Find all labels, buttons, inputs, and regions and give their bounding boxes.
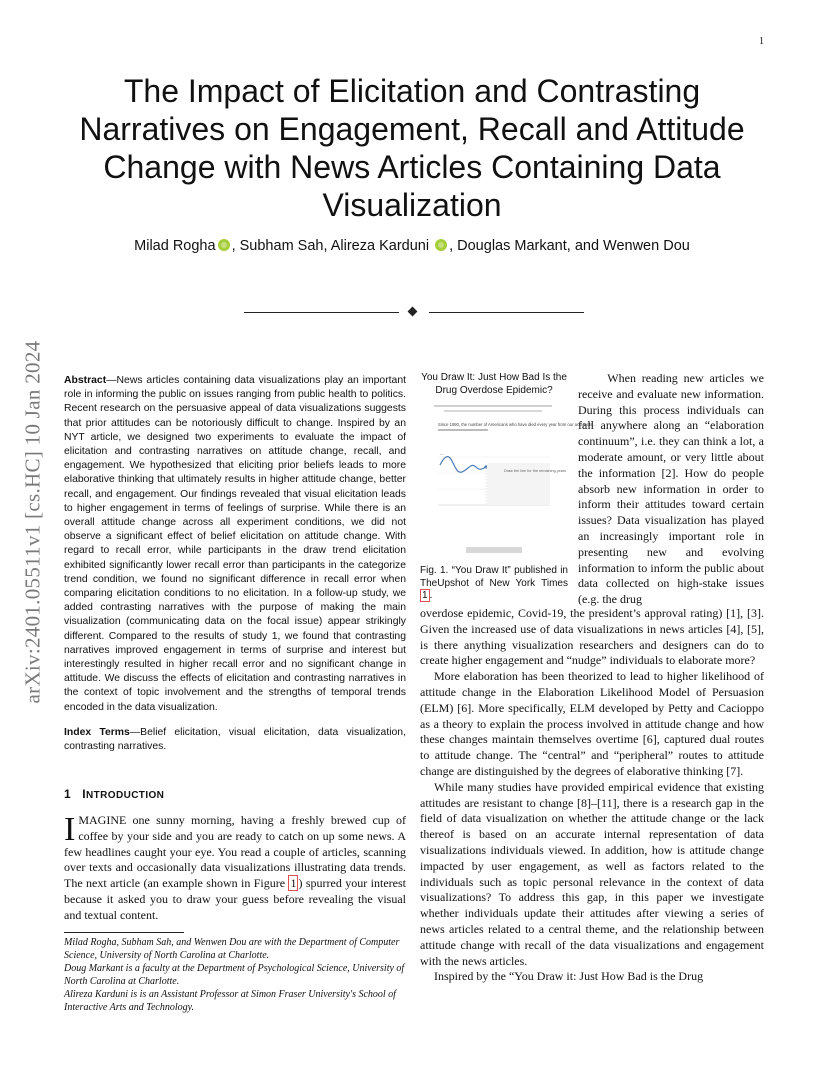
section-title-initial: I	[82, 787, 87, 801]
intro-paragraph	[64, 813, 406, 924]
figure-subtitle-line	[444, 410, 542, 412]
citation-link[interactable]: 1	[422, 590, 428, 602]
right-column-text: When reading new articles we receive and evaluate new information. During this process individuals can fall anywhere along an “elaboration continuum”, i.e. they can think a lot, a moderate amount, or very little about the information [2]. How do people absorb new information in order to inform their attitudes toward certain issues? Data visualization has played an increasingly important role in presenting new and evolving information to inform the public about data collected on high-stake issues (e.g. the drug	[578, 371, 764, 607]
footnotes	[64, 936, 410, 1014]
body-paragraph: While many studies have provided empirical evidence that existing attitudes are resistant to change [8]–[11], there is a research gap in the field of data visualization on whether the attitude change or the lack thereof is based on an accurate internal representation of data visualizations individuals viewed. In addition, how is attitude change impacted by user engagement, as well as factors related to the individuals such as topic personal relevance in the context of data visualizations? To address this gap, in this paper we investigate whether individuals update their attitudes after viewing a series of news articles related to a central theme, and the relationship between attitude change with recall of the data visualizations and engagement with the news articles.	[420, 779, 764, 968]
abstract-text: —News articles containing data visualizations play an important role in informing the public on issues ranging from public health to politics. Recent research on the persuasive appeal of data visualizations suggests that prior attitudes can be notoriously difficult to change. Inspired by an NYT article, we designed two experiments to evaluate the impact of elicitation and contrasting narratives on attitude change, recall, and engagement. We hypothesized that eliciting prior beliefs leads to more elaborative thinking that ultimately results in higher attitude change, better recall, and engagement. Our findings revealed that visual elicitation leads to higher engagement in terms of feelings of surprise. While there is an overall attitude change across all experiment conditions, we did not observe a significant effect of belief elicitation on attitude change. With regard to recall error, while participants in the draw trend elicitation exhibited significantly lower recall error than participants in the categorize trend condition, we found no significant difference in recall error when comparing elicitation conditions to no elicitation. In a follow-up study, we added contrasting narratives with the purpose of making the main visualization (communicating data on the focal issue) appear strikingly different. Compared to the results of study 1, we found that contrasting narratives improved engagement in terms of surprise and interest but interestingly resulted in higher recall error and no significant change in attitude. We discuss the effects of elicitation and contrasting narratives in the context of topic involvement and the strengths of temporal trends encoded in the data visualization.	[64, 375, 406, 713]
title-divider	[244, 306, 584, 318]
reveal-button[interactable]	[466, 547, 522, 553]
draw-hint-text: Draw the line for the remaining years	[504, 469, 567, 473]
index-terms-text: —Belief elicitation, visual elicitation, data visualization, contrasting narratives.	[64, 727, 406, 753]
arxiv-identifier[interactable]: arXiv:2401.05511v1 [cs.HC] 10 Jan 2024	[20, 340, 45, 704]
footnote-rule	[64, 932, 184, 933]
figure-reference-link[interactable]: 1	[290, 876, 297, 891]
figure-inner-text: Since 1990, the number of Americans who have died every year from our accidents...	[438, 422, 596, 427]
diamond-icon	[408, 307, 418, 317]
author-name: , Subham Sah, Alireza Karduni	[231, 238, 434, 254]
divider-line	[429, 312, 584, 313]
section-heading	[64, 787, 164, 801]
figure-caption-label: Fig. 1.	[420, 565, 449, 576]
intro-text: one sunny morning, having a freshly brewed cup of coffee by your side and you are ready to catch on up some news. A few headlines caught your eye. You read a couple of articles, scanning over texts and occasionally data visualizations illustrating data trends. The next article (an example shown in Figure	[64, 813, 406, 891]
abstract	[64, 374, 406, 715]
orcid-icon[interactable]	[435, 239, 447, 251]
index-terms-label: Index Terms	[64, 727, 130, 738]
paper-title: The Impact of Elicitation and Contrasting Narratives on Engagement, Recall and Attitude Change with News Articles Containing Data Visualization	[79, 73, 745, 223]
author-name: , Douglas Markant, and Wenwen Dou	[449, 238, 690, 254]
drop-cap: I	[64, 811, 76, 848]
divider-line	[244, 312, 399, 313]
figure-caption-text: “You Draw It” published in TheUpshot of New York Times	[420, 565, 568, 589]
figure-1	[420, 372, 596, 603]
figure-inner-line	[438, 429, 488, 431]
author-name: Milad Rogha	[134, 238, 216, 254]
right-column-body	[420, 606, 764, 985]
right-column-intro	[578, 371, 764, 608]
figure-title: You Draw It: Just How Bad Is the Drug Overdose Epidemic?	[421, 372, 567, 396]
footnote: Milad Rogha, Subham Sah, and Wenwen Dou are with the Department of Computer Science, University of North Carolina at Charlotte.	[64, 937, 400, 961]
body-paragraph: More elaboration has been theorized to lead to higher likelihood of attitude change in the Elaboration Likelihood Model of Persuasion (ELM) [6]. More specifically, ELM developed by Petty and Cacioppo as a theory to explain the process involved in attitude change and how these changes maintain themselves overtime [6], captured dual routes to attitude change. The “central” and “peripheral” routes to attitude change are distinguished by the degrees of elaborative thinking [7].	[420, 669, 764, 778]
author-list	[60, 238, 764, 254]
figure-image	[420, 401, 596, 559]
footnote: Alireza Karduni is is an Assistant Professor at Simon Fraser University's School of Interactive Arts and Technology.	[64, 989, 396, 1013]
figure-subtitle-line	[434, 405, 552, 407]
page-number: 1	[759, 36, 764, 47]
chart-label: —	[440, 452, 444, 456]
figure-caption: Fig. 1. “You Draw It” published in TheUpshot of New York Times 1 .	[420, 565, 568, 602]
intro-smallcaps: MAGINE	[78, 813, 127, 827]
footnote: Doug Markant is a faculty at the Department of Psychological Science, University of North Carolina at Charlotte.	[64, 963, 405, 987]
orcid-icon[interactable]	[218, 239, 230, 251]
section-number: 1	[64, 787, 72, 801]
abstract-label: Abstract	[64, 375, 107, 386]
body-paragraph: Inspired by the “You Draw it: Just How Bad is the Drug	[434, 969, 704, 984]
body-paragraph: overdose epidemic, Covid-19, the president’s approval rating) [1], [3]. Given the increased use of data visualizations in news articles [4], [5], is there anything visualization researchers and designers can do to create higher engagement and “nudge” individuals to elaborate more?	[420, 606, 764, 668]
intro-text-cont: ) spurred your interest because it asked you to draw your guess before revealing the visual and textual content.	[64, 876, 406, 922]
index-terms	[64, 726, 406, 754]
section-title-rest: NTRODUCTION	[86, 790, 165, 801]
